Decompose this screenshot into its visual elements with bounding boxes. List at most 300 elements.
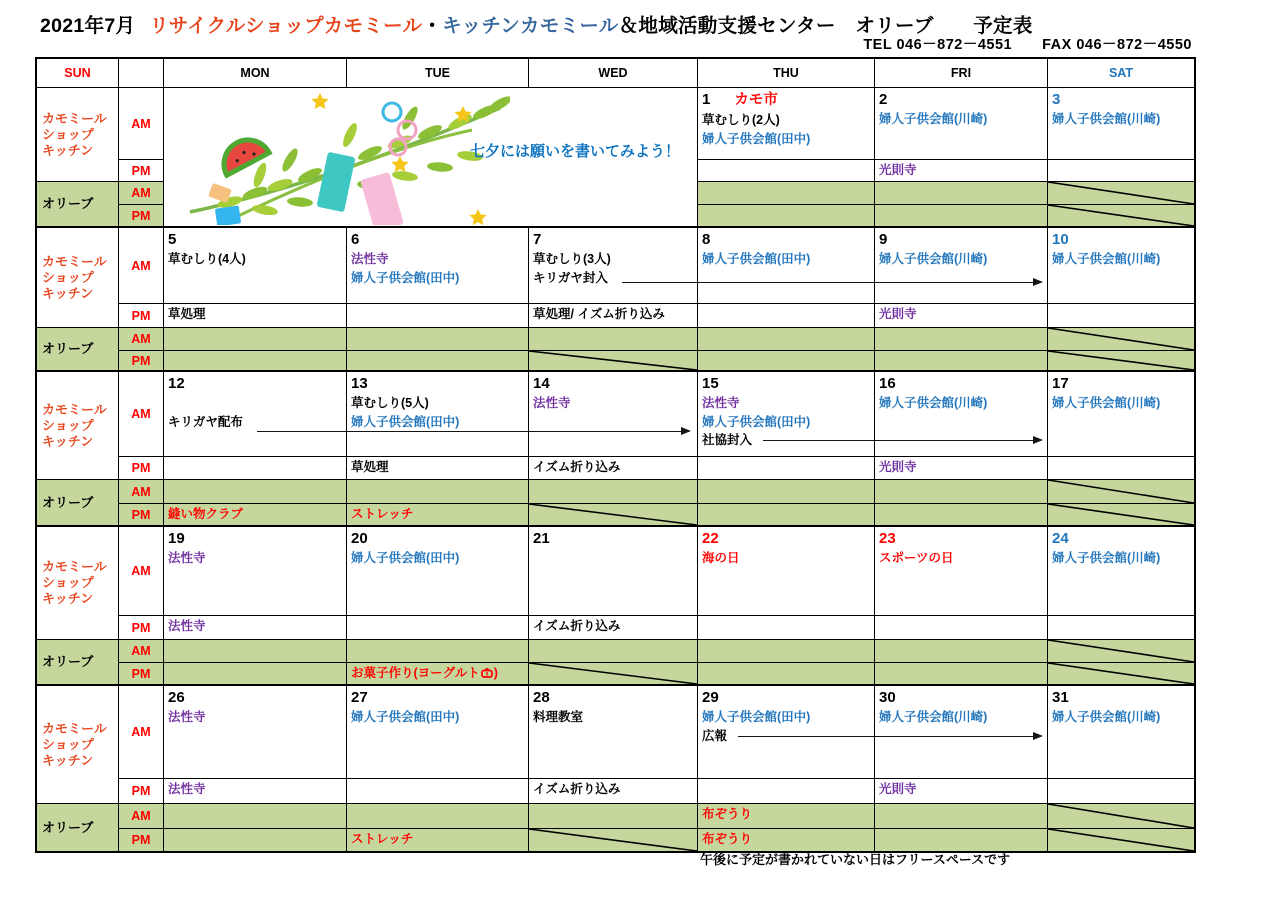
olive-day-cell-am xyxy=(529,480,698,504)
day-cell-am xyxy=(698,527,875,616)
olive-day-cell-pm xyxy=(698,663,875,685)
olive-day-cell-pm xyxy=(347,504,529,526)
event-text: キリガヤ配布 xyxy=(168,414,243,429)
day-cell-am xyxy=(347,228,529,304)
date-number: 16 xyxy=(879,375,896,392)
olive-day-cell-pm xyxy=(875,205,1048,227)
date-line xyxy=(351,373,524,394)
day-cell-am xyxy=(164,527,347,616)
crossed-out-slash xyxy=(1048,640,1194,662)
title-month: 2021年7月 xyxy=(40,15,136,37)
chamomile-row-label xyxy=(37,228,119,328)
day-cell-am xyxy=(875,88,1048,160)
date-line xyxy=(702,687,870,708)
footer-note: 午後に予定が書かれていない日はフリースペースです xyxy=(700,852,1011,867)
date-line xyxy=(533,373,693,394)
olive-pm-label: PM xyxy=(119,205,164,227)
date-number: 9 xyxy=(879,231,888,248)
day-cell-am xyxy=(529,372,698,457)
chamomile-label-line: カモミール xyxy=(42,253,107,269)
chamomile-label-line: カモミール xyxy=(42,720,107,736)
day-cell-pm xyxy=(698,779,875,804)
day-cell-pm xyxy=(529,457,698,480)
chamomile-label-line: カモミール xyxy=(42,559,107,574)
am-label: AM xyxy=(119,372,164,457)
event-text: 婦人子供会館(田中) xyxy=(702,414,811,429)
olive-day-cell-pm xyxy=(1048,663,1194,685)
chamomile-label-line: ショップ xyxy=(42,417,94,433)
olive-day-cell-pm xyxy=(164,829,347,851)
pm-label: PM xyxy=(119,304,164,328)
date-number: 31 xyxy=(1052,689,1069,706)
event-text: 光則寺 xyxy=(879,163,917,177)
olive-day-cell-pm xyxy=(529,829,698,851)
day-cell-am xyxy=(875,686,1048,779)
pm-label: PM xyxy=(119,779,164,804)
chamomile-label-line: ショップ xyxy=(42,126,94,142)
crossed-out-slash xyxy=(529,504,697,525)
title-kitchen-name: キッチンカモミール xyxy=(442,15,619,37)
day-cell-pm xyxy=(529,616,698,640)
event-text: 海の日 xyxy=(702,551,740,565)
olive-day-cell-am xyxy=(698,640,875,663)
day-cell-am xyxy=(875,527,1048,616)
day-cell-pm xyxy=(875,160,1048,182)
event-text: 草むしり(3人) xyxy=(533,252,611,266)
event-text: 光則寺 xyxy=(879,307,917,321)
day-cell-am xyxy=(698,88,875,160)
day-cell-am xyxy=(698,372,875,457)
day-cell-am xyxy=(698,686,875,779)
date-line xyxy=(351,528,524,549)
chamomile-label-line: カモミール xyxy=(42,401,107,417)
day-cell-pm xyxy=(529,779,698,804)
continuation-arrow xyxy=(622,282,1041,283)
event-text: 布ぞうり xyxy=(702,807,753,821)
day-cell-pm xyxy=(1048,457,1194,480)
chamomile-label-line: キッチン xyxy=(42,142,94,158)
schedule-table xyxy=(35,57,1196,853)
olive-day-cell-pm xyxy=(1048,205,1194,227)
olive-day-cell-am xyxy=(1048,480,1194,504)
week-block xyxy=(37,228,1194,372)
crossed-out-slash xyxy=(529,351,697,370)
event-text: 法性寺 xyxy=(168,710,206,724)
event-text: 草処理 xyxy=(168,307,206,321)
week-block xyxy=(37,372,1194,527)
date-number: 29 xyxy=(702,689,719,706)
tel-fax-line: TEL 046－872－4551 FAX 046－872－4550 xyxy=(863,37,1192,53)
date-line xyxy=(702,528,870,549)
date-number: 8 xyxy=(702,231,711,248)
day-cell-am xyxy=(875,372,1048,457)
chamomile-label-line: キッチン xyxy=(42,285,94,301)
olive-day-cell-am xyxy=(875,328,1048,351)
olive-am-label: AM xyxy=(119,640,164,663)
chamomile-row-label xyxy=(37,686,119,804)
day-cell-am xyxy=(164,372,347,457)
date-line xyxy=(168,687,342,708)
tanabata-merged-cell xyxy=(164,88,698,227)
chamomile-label-line: ショップ xyxy=(42,575,94,590)
date-number: 28 xyxy=(533,689,550,706)
olive-day-cell-pm xyxy=(875,663,1048,685)
olive-day-cell-am xyxy=(875,182,1048,205)
olive-day-cell-pm xyxy=(164,663,347,685)
event-text: イズム折り込み xyxy=(533,460,621,474)
event-text: 法性寺 xyxy=(702,396,740,410)
date-line xyxy=(1052,528,1190,549)
event-text: お菓子作り(ヨーグルト ) xyxy=(351,666,498,680)
header-sat: SAT xyxy=(1048,59,1194,88)
date-line xyxy=(1052,373,1190,394)
olive-am-label: AM xyxy=(119,328,164,351)
date-number: 13 xyxy=(351,375,368,392)
olive-pm-label: PM xyxy=(119,829,164,851)
event-text: キリガヤ封入 xyxy=(533,270,608,285)
date-line xyxy=(702,373,870,394)
am-label: AM xyxy=(119,686,164,779)
day-cell-am xyxy=(529,228,698,304)
crossed-out-slash xyxy=(1048,804,1194,828)
event-text: 法性寺 xyxy=(168,782,206,796)
date-number: 15 xyxy=(702,375,719,392)
olive-am-label: AM xyxy=(119,804,164,829)
chamomile-row-label xyxy=(37,527,119,640)
olive-day-cell-am xyxy=(1048,182,1194,205)
olive-day-cell-am xyxy=(698,182,875,205)
event-text: 縫い物クラブ xyxy=(168,507,244,521)
event-text: 婦人子供会館(川崎) xyxy=(1052,551,1161,565)
day-cell-pm xyxy=(875,304,1048,328)
olive-day-cell-pm xyxy=(1048,829,1194,851)
date-line xyxy=(168,528,342,549)
event-text: 婦人子供会館(川崎) xyxy=(1052,710,1161,724)
date-number: 1 xyxy=(702,91,711,108)
crossed-out-slash xyxy=(1048,182,1194,204)
date-number: 12 xyxy=(168,375,185,392)
date-line xyxy=(879,528,1043,549)
event-text: 婦人子供会館(川崎) xyxy=(1052,112,1161,126)
header-mon: MON xyxy=(164,59,347,88)
day-cell-pm xyxy=(698,304,875,328)
event-text: ストレッチ xyxy=(351,832,414,846)
tanabata-illustration xyxy=(170,90,510,225)
chamomile-label-line: ショップ xyxy=(42,736,94,752)
date-number: 17 xyxy=(1052,375,1069,392)
event-text: 婦人子供会館(田中) xyxy=(351,270,460,285)
day-cell-pm xyxy=(347,779,529,804)
event-text: 布ぞうり xyxy=(702,832,753,846)
chamomile-label-line: キッチン xyxy=(42,433,94,449)
olive-day-cell-am xyxy=(164,480,347,504)
date-line xyxy=(1052,89,1190,110)
day-cell-pm xyxy=(1048,616,1194,640)
event-text: 婦人子供会館(川崎) xyxy=(879,112,988,126)
olive-day-cell-am xyxy=(164,640,347,663)
crossed-out-slash xyxy=(529,663,697,684)
header-wed: WED xyxy=(529,59,698,88)
week-block xyxy=(37,88,1194,228)
header-fri: FRI xyxy=(875,59,1048,88)
olive-day-cell-pm xyxy=(164,504,347,526)
date-line xyxy=(351,229,524,250)
event-text: 草むしり(2人) xyxy=(702,113,780,127)
day-cell-am xyxy=(1048,372,1194,457)
crossed-out-slash xyxy=(1048,328,1194,350)
day-cell-pm xyxy=(698,160,875,182)
event-text xyxy=(168,394,342,413)
day-cell-am xyxy=(529,527,698,616)
day-cell-pm xyxy=(164,457,347,480)
olive-day-cell-am xyxy=(1048,804,1194,829)
crossed-out-slash xyxy=(529,829,697,851)
day-cell-pm xyxy=(529,304,698,328)
date-number: 19 xyxy=(168,530,185,547)
event-text: スポーツの日 xyxy=(879,551,954,565)
event-text: 婦人子供会館(田中) xyxy=(702,710,811,724)
weekday-header-row xyxy=(37,59,1194,88)
date-number: 20 xyxy=(351,530,368,547)
day-cell-pm xyxy=(1048,160,1194,182)
chamomile-label-line: キッチン xyxy=(42,591,94,606)
date-line xyxy=(533,687,693,708)
day-cell-pm xyxy=(164,616,347,640)
event-text: 草処理/ イズム折り込み xyxy=(533,307,665,321)
olive-day-cell-pm xyxy=(875,351,1048,371)
date-line xyxy=(879,229,1043,250)
date-line xyxy=(533,528,693,549)
day-cell-pm xyxy=(1048,779,1194,804)
header-tue: TUE xyxy=(347,59,529,88)
olive-am-label: AM xyxy=(119,182,164,205)
day-cell-pm xyxy=(347,616,529,640)
date-line xyxy=(533,229,693,250)
olive-day-cell-am xyxy=(347,640,529,663)
event-text: 婦人子供会館(田中) xyxy=(702,131,811,146)
day-cell-am xyxy=(1048,686,1194,779)
olive-pm-label: PM xyxy=(119,504,164,526)
crossed-out-slash xyxy=(1048,351,1194,370)
olive-day-cell-pm xyxy=(347,663,529,685)
olive-am-label: AM xyxy=(119,480,164,504)
olive-day-cell-am xyxy=(529,804,698,829)
event-text: イズム折り込み xyxy=(533,619,621,633)
chamomile-row-label xyxy=(37,88,119,182)
day-cell-pm xyxy=(164,304,347,328)
olive-day-cell-am xyxy=(875,804,1048,829)
olive-day-cell-am xyxy=(1048,640,1194,663)
olive-day-cell-am xyxy=(1048,328,1194,351)
day-cell-am xyxy=(164,686,347,779)
olive-row-label: オリーブ xyxy=(37,182,119,227)
event-text: 法性寺 xyxy=(533,396,571,410)
date-number: 26 xyxy=(168,689,185,706)
olive-row-label: オリーブ xyxy=(37,328,119,371)
holiday-or-event-tag: カモ市 xyxy=(734,92,778,108)
olive-day-cell-am xyxy=(698,480,875,504)
event-text: 婦人子供会館(川崎) xyxy=(879,396,988,410)
olive-day-cell-pm xyxy=(698,351,875,371)
am-label: AM xyxy=(119,527,164,616)
date-line xyxy=(879,687,1043,708)
day-cell-pm xyxy=(164,779,347,804)
header-thu: THU xyxy=(698,59,875,88)
olive-day-cell-am xyxy=(164,804,347,829)
event-text: 婦人子供会館(田中) xyxy=(351,710,460,724)
olive-day-cell-am xyxy=(698,328,875,351)
day-cell-pm xyxy=(698,457,875,480)
event-text: イズム折り込み xyxy=(533,782,621,796)
date-number: 27 xyxy=(351,689,368,706)
day-cell-am xyxy=(875,228,1048,304)
crossed-out-slash xyxy=(1048,504,1194,525)
olive-pm-label: PM xyxy=(119,351,164,371)
continuation-arrow xyxy=(257,431,689,432)
week-block xyxy=(37,527,1194,686)
date-number: 21 xyxy=(533,530,550,547)
day-cell-am xyxy=(347,527,529,616)
event-text: 法性寺 xyxy=(351,252,389,266)
olive-day-cell-am xyxy=(529,640,698,663)
date-line xyxy=(168,373,342,394)
event-text: 婦人子供会館(田中) xyxy=(351,551,460,565)
olive-day-cell-am xyxy=(347,480,529,504)
olive-row-label: オリーブ xyxy=(37,480,119,526)
olive-day-cell-pm xyxy=(1048,351,1194,371)
day-cell-am xyxy=(529,686,698,779)
event-text: 草むしり(5人) xyxy=(351,396,429,410)
day-cell-am xyxy=(164,228,347,304)
event-text: 婦人子供会館(田中) xyxy=(702,252,811,266)
olive-day-cell-am xyxy=(347,804,529,829)
olive-day-cell-am xyxy=(875,480,1048,504)
header-ampm-spacer xyxy=(119,59,164,88)
date-number: 7 xyxy=(533,231,542,248)
pm-label: PM xyxy=(119,616,164,640)
date-line xyxy=(1052,687,1190,708)
olive-day-cell-pm xyxy=(698,205,875,227)
event-text: 光則寺 xyxy=(879,782,917,796)
day-cell-am xyxy=(698,228,875,304)
olive-day-cell-pm xyxy=(529,351,698,371)
day-cell-pm xyxy=(347,457,529,480)
olive-day-cell-am xyxy=(875,640,1048,663)
am-label: AM xyxy=(119,88,164,160)
crossed-out-slash xyxy=(1048,480,1194,503)
date-number: 22 xyxy=(702,530,719,547)
olive-day-cell-am xyxy=(164,328,347,351)
title-shop-name: リサイクルショップカモミール xyxy=(149,15,423,37)
event-text: 法性寺 xyxy=(168,551,206,565)
event-text: 婦人子供会館(川崎) xyxy=(879,710,988,724)
olive-day-cell-pm xyxy=(347,829,529,851)
chamomile-row-label xyxy=(37,372,119,480)
olive-day-cell-am xyxy=(347,328,529,351)
day-cell-am xyxy=(347,686,529,779)
day-cell-am xyxy=(347,372,529,457)
title-dot: ・ xyxy=(422,15,443,37)
event-text: 婦人子供会館(田中) xyxy=(351,414,460,429)
day-cell-am xyxy=(1048,228,1194,304)
olive-day-cell-pm xyxy=(529,663,698,685)
event-text: 婦人子供会館(川崎) xyxy=(879,252,988,266)
date-line xyxy=(702,229,870,250)
am-label: AM xyxy=(119,228,164,304)
date-line xyxy=(351,687,524,708)
olive-day-cell-am xyxy=(698,804,875,829)
event-text: 社協封入 xyxy=(702,433,753,447)
olive-day-cell-pm xyxy=(164,351,347,371)
day-cell-am xyxy=(1048,527,1194,616)
olive-day-cell-pm xyxy=(875,829,1048,851)
continuation-arrow xyxy=(738,736,1041,737)
date-number: 2 xyxy=(879,91,888,108)
event-text: 料理教室 xyxy=(533,710,584,724)
tanabata-caption: 七夕には願いを書いてみよう！ xyxy=(470,143,681,160)
date-line xyxy=(879,89,1043,110)
date-line xyxy=(1052,229,1190,250)
pm-label: PM xyxy=(119,160,164,182)
chamomile-label-line: カモミール xyxy=(42,110,107,126)
continuation-arrow xyxy=(763,440,1041,441)
date-number: 24 xyxy=(1052,530,1069,547)
event-text: 婦人子供会館(川崎) xyxy=(1052,252,1161,266)
pm-label: PM xyxy=(119,457,164,480)
date-number: 5 xyxy=(168,231,177,248)
week-block xyxy=(37,686,1194,851)
olive-day-cell-pm xyxy=(698,829,875,851)
header-sun: SUN xyxy=(37,59,119,88)
crossed-out-slash xyxy=(1048,829,1194,851)
event-text: 広報 xyxy=(702,728,728,743)
crossed-out-slash xyxy=(1048,663,1194,684)
date-number: 6 xyxy=(351,231,360,248)
olive-row-label: オリーブ xyxy=(37,640,119,685)
day-cell-pm xyxy=(1048,304,1194,328)
date-line xyxy=(702,89,870,111)
event-text: 法性寺 xyxy=(168,619,206,633)
day-cell-am xyxy=(1048,88,1194,160)
olive-row-label: オリーブ xyxy=(37,804,119,851)
date-line xyxy=(879,373,1043,394)
olive-day-cell-pm xyxy=(1048,504,1194,526)
day-cell-pm xyxy=(698,616,875,640)
chamomile-label-line: ショップ xyxy=(42,269,94,285)
olive-day-cell-pm xyxy=(875,504,1048,526)
event-text: 光則寺 xyxy=(879,460,917,474)
date-number: 30 xyxy=(879,689,896,706)
olive-day-cell-pm xyxy=(529,504,698,526)
event-text: ストレッチ xyxy=(351,507,414,521)
date-line xyxy=(168,229,342,250)
day-cell-pm xyxy=(875,616,1048,640)
title-rest: ＆地域活動支援センター オリーブ 予定表 xyxy=(618,15,1033,37)
olive-day-cell-pm xyxy=(698,504,875,526)
date-number: 3 xyxy=(1052,91,1061,108)
dessert-icon xyxy=(481,667,493,678)
event-text: 草むしり(4人) xyxy=(168,252,246,266)
date-number: 10 xyxy=(1052,231,1069,248)
olive-day-cell-pm xyxy=(347,351,529,371)
crossed-out-slash xyxy=(1048,205,1194,226)
olive-pm-label: PM xyxy=(119,663,164,685)
date-number: 23 xyxy=(879,530,896,547)
day-cell-pm xyxy=(347,304,529,328)
date-number: 14 xyxy=(533,375,550,392)
day-cell-pm xyxy=(875,779,1048,804)
day-cell-pm xyxy=(875,457,1048,480)
